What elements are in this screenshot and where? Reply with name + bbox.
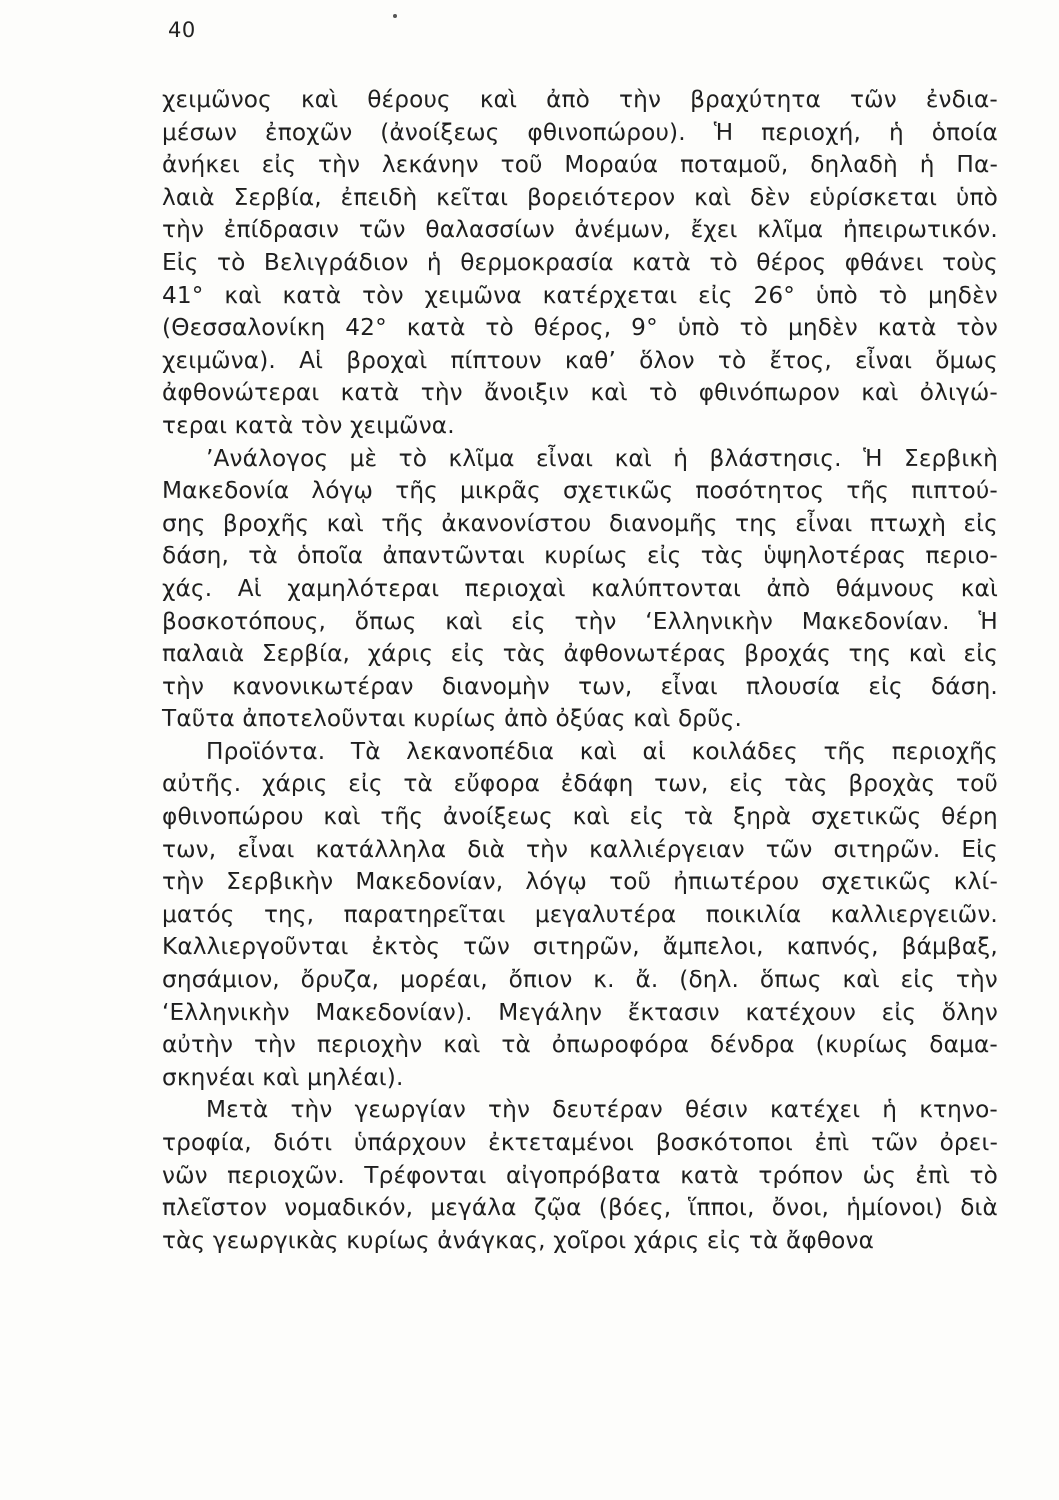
text-line: Μετὰ τὴν γεωργίαν τὴν δευτέραν θέσιν κατέχει ἡ κτηνο- bbox=[206, 1096, 998, 1124]
text-line: ’Ανάλογος μὲ τὸ κλῖμα εἶναι καὶ ἡ βλάστησις. Ἡ Σερβικὴ bbox=[206, 444, 998, 472]
text-line: χάς. Αἱ χαμηλότεραι περιοχαὶ καλύπτονται ἀπὸ θάμνους καὶ bbox=[162, 574, 998, 602]
text-line: Ταῦτα ἀποτελοῦνται κυρίως ἀπὸ ὀξύας καὶ δρῦς. bbox=[162, 705, 743, 733]
text-line: παλαιὰ Σερβία, χάρις εἰς τὰς ἀφθονωτέρας βροχάς της καὶ εἰς bbox=[162, 640, 998, 668]
text-line: αὐτῆς. χάρις εἰς τὰ εὔφορα ἐδάφη των, εἰς τὰς βροχὰς τοῦ bbox=[162, 770, 998, 798]
body-text bbox=[162, 84, 998, 1257]
text-line: ἀνήκει εἰς τὴν λεκάνην τοῦ Μοραύα ποταμοῦ, δηλαδὴ ἡ Πα- bbox=[162, 151, 998, 179]
text-line: τεραι κατὰ τὸν χειμῶνα. bbox=[162, 411, 455, 439]
text-line: ‘Ελληνικὴν Μακεδονίαν). Μεγάλην ἔκτασιν κατέχουν εἰς ὅλην bbox=[162, 998, 998, 1026]
text-line: σκηνέαι καὶ μηλέαι). bbox=[162, 1063, 404, 1091]
print-speck bbox=[393, 14, 397, 18]
text-line: αὐτὴν τὴν περιοχὴν καὶ τὰ ὀπωροφόρα δένδρα (κυρίως δαμα- bbox=[162, 1031, 998, 1059]
text-line: των, εἶναι κατάλληλα διὰ τὴν καλλιέργειαν τῶν σιτηρῶν. Εἰς bbox=[162, 835, 998, 863]
text-line: ἀφθονώτεραι κατὰ τὴν ἄνοιξιν καὶ τὸ φθινόπωρον καὶ ὀλιγώ- bbox=[162, 379, 998, 407]
text-line: χειμῶνος καὶ θέρους καὶ ἀπὸ τὴν βραχύτητα τῶν ἐνδια- bbox=[162, 86, 998, 113]
text-line: Εἰς τὸ Βελιγράδιον ἡ θερμοκρασία κατὰ τὸ θέρος φθάνει τοὺς bbox=[162, 248, 998, 276]
text-line: 41° καὶ κατὰ τὸν χειμῶνα κατέρχεται εἰς 26° ὑπὸ τὸ μηδὲν bbox=[162, 281, 998, 309]
text-line: τὴν ἐπίδρασιν τῶν θαλασσίων ἀνέμων, ἔχει κλῖμα ἠπειρωτικόν. bbox=[162, 216, 998, 244]
text-line: νῶν περιοχῶν. Τρέφονται αἰγοπρόβατα κατὰ τρόπον ὡς ἐπὶ τὸ bbox=[162, 1161, 998, 1189]
text-line: πλεῖστον νομαδικόν, μεγάλα ζῷα (βόες, ἵπποι, ὄνοι, ἡμίονοι) διὰ bbox=[162, 1194, 998, 1222]
text-line: τροφία, διότι ὑπάρχουν ἐκτεταμένοι βοσκότοποι ἐπὶ τῶν ὀρει- bbox=[162, 1129, 998, 1156]
text-line: (Θεσσαλονίκη 42° κατὰ τὸ θέρος, 9° ὑπὸ τὸ μηδὲν κατὰ τὸν bbox=[162, 314, 998, 342]
text-line: μέσων ἐποχῶν (ἀνοίξεως φθινοπώρου). Ἡ περιοχή, ἡ ὁποία bbox=[162, 118, 998, 146]
text-line: ματός της, παρατηρεῖται μεγαλυτέρα ποικιλία καλλιεργειῶν. bbox=[162, 900, 998, 928]
text-line: σης βροχῆς καὶ τῆς ἀκανονίστου διανομῆς της εἶναι πτωχὴ εἰς bbox=[162, 509, 998, 537]
text-line: φθινοπώρου καὶ τῆς ἀνοίξεως καὶ εἰς τὰ ξηρὰ σχετικῶς θέρη bbox=[162, 803, 998, 831]
text-line: βοσκοτόπους, ὅπως καὶ εἰς τὴν ‘Ελληνικὴν Μακεδονίαν. Ἡ bbox=[162, 607, 998, 635]
text-line: Προϊόντα. Τὰ λεκανοπέδια καὶ αἱ κοιλάδες τῆς περιοχῆς bbox=[162, 736, 998, 769]
text-line: δάση, τὰ ὁποῖα ἀπαντῶνται κυρίως εἰς τὰς ὑψηλοτέρας περιο- bbox=[162, 542, 998, 570]
page-number: 40 bbox=[168, 18, 196, 42]
text-line: τὴν κανονικωτέραν διανομὴν των, εἶναι πλουσία εἰς δάση. bbox=[162, 672, 998, 700]
text-line: Μακεδονία λόγῳ τῆς μικρᾶς σχετικῶς ποσότητος τῆς πιπτού- bbox=[162, 477, 998, 505]
text-line: σησάμιον, ὄρυζα, μορέαι, ὄπιον κ. ἄ. (δηλ. ὅπως καὶ εἰς τὴν bbox=[162, 966, 998, 994]
text-line: τὰς γεωργικὰς κυρίως ἀνάγκας, χοῖροι χάρις εἰς τὰ ἄφθονα bbox=[162, 1226, 875, 1254]
text-line: τὴν Σερβικὴν Μακεδονίαν, λόγῳ τοῦ ἠπιωτέρου σχετικῶς κλί- bbox=[162, 868, 998, 896]
text-line: λαιὰ Σερβία, ἐπειδὴ κεῖται βορειότερον καὶ δὲν εὑρίσκεται ὑπὸ bbox=[162, 183, 998, 211]
text-line: Καλλιεργοῦνται ἐκτὸς τῶν σιτηρῶν, ἄμπελοι, καπνός, βάμβαξ, bbox=[162, 933, 998, 961]
text-line: χειμῶνα). Αἱ βροχαὶ πίπτουν καθ’ ὅλον τὸ ἔτος, εἶναι ὅμως bbox=[162, 346, 998, 374]
section-heading: Προϊόντα. bbox=[206, 737, 326, 765]
